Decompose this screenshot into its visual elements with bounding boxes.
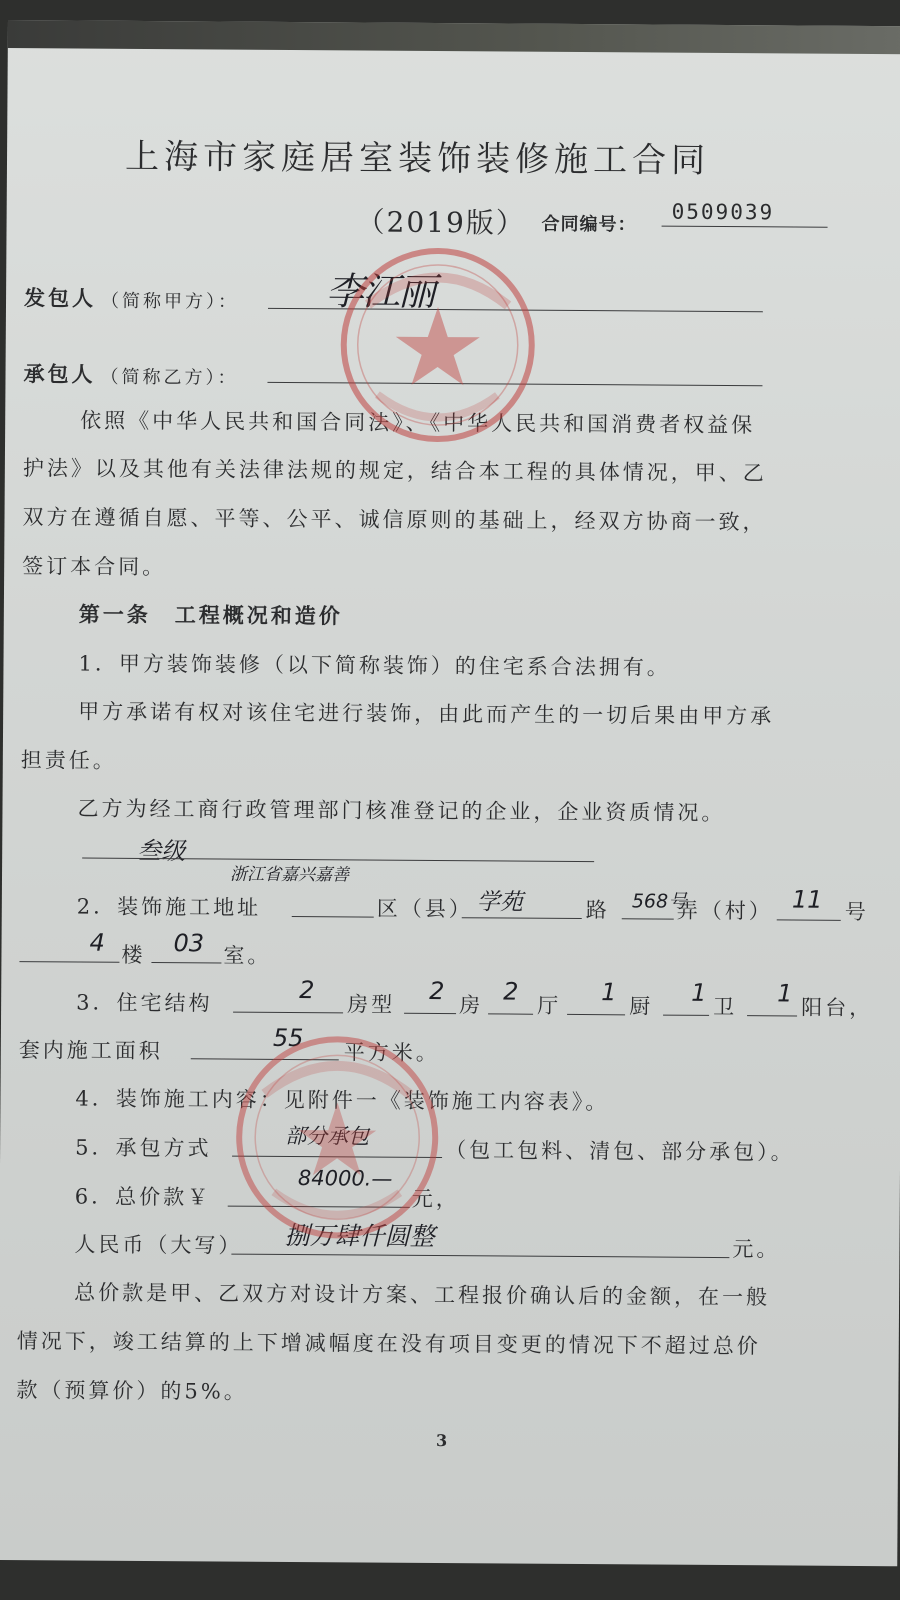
page-top-shadow [8, 20, 900, 54]
bath-line [663, 1015, 709, 1016]
address-floor: 楼 [121, 942, 146, 967]
item-3-label: 3．住宅结构 [76, 990, 213, 1016]
party-a-label: 发包人 [23, 285, 97, 311]
rmb-handwritten: 捌万肆仟圆整 [284, 1220, 435, 1252]
address-floor-line [19, 961, 119, 963]
address-lane-line [622, 918, 674, 919]
closing-line: 总价款是甲、乙双方对设计方案、工程报价确认后的金额，在一般 [74, 1280, 771, 1310]
address-no-handwritten: 11 [791, 885, 823, 914]
kitchen-handwritten: 1 [601, 978, 617, 1007]
area-handwritten: 55 [272, 1023, 304, 1053]
rooms-handwritten: 2 [429, 976, 445, 1006]
item-1-para: 担责任。 [20, 748, 117, 773]
balcony-line [747, 1015, 797, 1016]
address-room-line [151, 962, 221, 963]
halls-handwritten: 2 [503, 977, 519, 1006]
contract-edition: （2019版） [356, 205, 526, 240]
address-road: 路 [585, 898, 610, 923]
item-2-label: 2．装饰施工地址 [76, 894, 262, 920]
bath: 卫 [713, 994, 738, 1020]
bath-handwritten: 1 [691, 978, 707, 1007]
address-lane-handwritten: 568号 [631, 890, 688, 913]
structure-handwritten: 2 [299, 976, 315, 1005]
item-4: 4．装饰施工内容：见附件一《装饰施工内容表》。 [75, 1086, 610, 1115]
address-city-line [292, 916, 374, 918]
party-a-note: （简称甲方）： [100, 290, 240, 313]
contract-no-line [662, 226, 828, 228]
total-price-handwritten: 84000.— [297, 1166, 393, 1191]
contract-mode-note: （包工包料、清包、部分承包）。 [445, 1138, 795, 1165]
preamble-line: 依照《中华人民共和国合同法》、《中华人民共和国消费者权益保 [80, 408, 756, 438]
address-road-line [462, 917, 582, 919]
page-number: 3 [436, 1431, 448, 1451]
area-label: 套内施工面积 [18, 1038, 163, 1064]
item-1: 1．甲方装饰装修（以下简称装饰）的住宅系合法拥有。 [78, 651, 671, 680]
address-city-handwritten: 浙江省嘉兴嘉善 [229, 864, 350, 886]
address-lane: 弄（村） [676, 898, 773, 924]
closing-line: 情况下，竣工结算的上下增减幅度在没有项目变更的情况下不超过总价 [16, 1329, 761, 1359]
address-no-line [777, 919, 841, 920]
item-6-label: 6．总价款￥ [74, 1184, 212, 1210]
halls: 厅 [537, 993, 562, 1018]
article-1-title: 第一条 工程概况和造价 [78, 601, 343, 629]
contract-mode-handwritten: 部分承包 [285, 1123, 370, 1149]
rmb-line [231, 1254, 729, 1258]
kitchen-line [567, 1014, 625, 1015]
halls-line [488, 1013, 533, 1014]
contract-no: 0509039 [671, 199, 775, 225]
contract-no-label: 合同编号： [541, 213, 637, 236]
rmb-unit: 元。 [732, 1237, 781, 1262]
rooms-line [404, 1013, 456, 1014]
item-5-label: 5．承包方式 [75, 1135, 212, 1161]
company-seal-stamp [231, 1032, 442, 1243]
address-room: 室。 [223, 943, 272, 968]
rooms: 房 [459, 993, 484, 1018]
address-no: 号 [844, 899, 869, 925]
address-district: 区（县） [376, 896, 473, 922]
rmb-label: 人民币（大写） [74, 1232, 243, 1258]
party-b-label: 承包人 [23, 361, 96, 387]
area-unit: 平方米。 [343, 1040, 440, 1066]
contract-page [0, 20, 900, 1566]
company-seal-stamp [337, 244, 538, 445]
party-b-note: （简称乙方）： [100, 366, 239, 389]
balcony: 阳台， [801, 995, 874, 1021]
item-1-para: 甲方承诺有权对该住宅进行装饰，由此而产生的一切后果由甲方承 [78, 699, 775, 729]
balcony-handwritten: 1 [777, 979, 793, 1008]
total-price-unit: 元， [411, 1186, 460, 1212]
address-road-handwritten: 学苑 [476, 889, 523, 916]
kitchen: 厨 [629, 994, 654, 1019]
address-floor-handwritten: 4 [89, 928, 105, 957]
contract-title: 上海市家庭居室装饰装修施工合同 [124, 136, 711, 181]
preamble-line: 双方在遵循自愿、平等、公平、诚信原则的基础上，经双方协商一致， [22, 505, 767, 535]
address-room-handwritten: 03 [173, 929, 205, 958]
qualification-handwritten: 叁级 [137, 836, 186, 866]
closing-line: 款（预算价）的5%。 [16, 1378, 248, 1404]
preamble-line: 护法》以及其他有关法律法规的规定，结合本工程的具体情况，甲、乙 [22, 456, 767, 486]
party-a-signature: 李江丽 [325, 269, 435, 314]
item-1-qualification-text: 乙方为经工商行政管理部门核准登记的企业，企业资质情况。 [77, 796, 726, 826]
preamble-line: 签订本合同。 [22, 554, 167, 580]
structure-line [233, 1012, 343, 1014]
structure-type: 房型 [347, 992, 396, 1017]
